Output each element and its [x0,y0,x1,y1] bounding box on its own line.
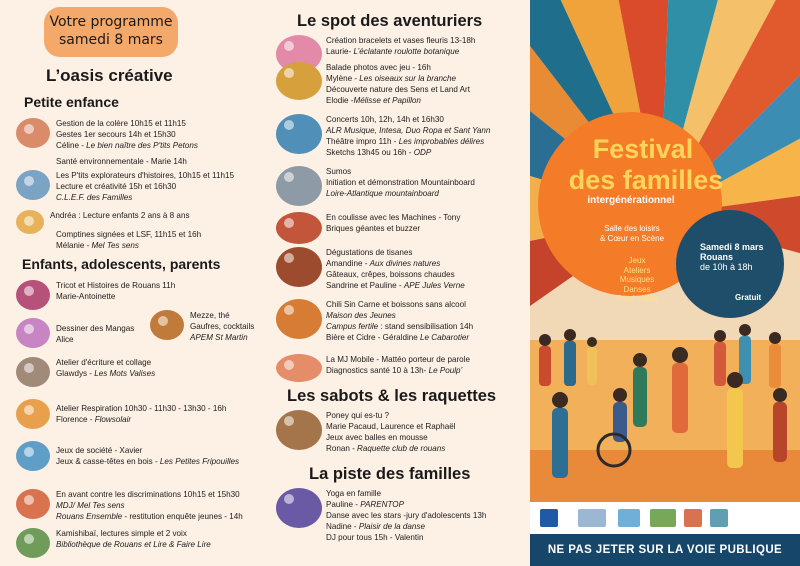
list-item [16,489,243,522]
entry-text-plain: Gaufres, cocktails [190,322,255,331]
entry-line [326,147,490,158]
entry-line [326,499,486,510]
entry-line [56,511,243,522]
entry-line [56,156,187,167]
program-badge [44,7,178,57]
entry-line [326,125,490,136]
program-badge-line1: Votre programme [49,14,173,30]
activities-list [592,256,682,304]
entry-line [190,332,254,343]
entry-text [326,354,470,376]
entry-text [326,166,475,199]
activity-label: Ateliers [623,265,651,275]
entry-line [56,403,226,414]
entry-text-italic: Flowsolair [94,415,132,424]
activity-photo [16,357,50,387]
entry-line [326,410,456,421]
entry-line [56,445,239,456]
entry-text [56,528,211,550]
entry-text-plain: Sumos [326,167,352,176]
activity-photo [16,280,50,310]
entry-line [56,334,134,345]
entry-line [190,321,254,332]
venue [582,224,682,244]
entry-text [326,299,473,343]
entry-text [326,114,490,158]
entry-text-plain: Florence - [56,415,95,424]
entry-text-plain: Mylène - [326,74,360,83]
entry-text-plain: La MJ Mobile - Mattéo porteur de parole [326,355,470,364]
entry-text-plain: - restitution enquête jeunes - 14h [122,512,243,521]
entry-line [56,229,201,240]
oasis-title: L’oasis créative [46,66,173,85]
entry-line [56,280,175,291]
entry-line [56,140,198,151]
partner-logo [710,509,728,527]
entry-text [190,310,254,343]
entry-text-plain: Bière et Cidre - Géraldine [326,333,421,342]
list-item [16,357,155,387]
entry-line [326,114,490,125]
entry-text [56,280,175,302]
entry-line [56,170,234,181]
entry-line [56,500,243,511]
entry-line [56,456,239,467]
entry-text-plain: Gestes 1er secours 14h et 15h30 [56,130,176,139]
entry-line [326,321,473,332]
entry-text-plain: Glawdys - [56,369,95,378]
entry-text-italic: Campus fertile [326,322,379,331]
entry-text-plain: Gestion de la colère 10h15 et 11h15 [56,119,186,128]
entry-line [326,35,475,46]
entry-text-italic: Plaisir de la danse [358,522,425,531]
entry-line [326,421,456,432]
list-item [150,310,254,343]
entry-text-italic: Mel Tes sens [91,241,139,250]
entry-text-italic: Le Cabarotier [420,333,470,342]
entry-line [56,129,198,140]
entry-text [56,357,155,379]
list-item [56,156,187,167]
entry-text-italic: Raquette club de rouans [357,444,446,453]
entry-text [326,488,486,543]
entry-text-plain: DJ pour tous 15h - Valentin [326,533,424,542]
entry-text-italic: C.L.E.F. des Familles [56,193,133,202]
crowd-illustration [530,300,800,510]
activity-photo [276,247,322,287]
entry-text [326,212,460,234]
middle-column [276,0,530,566]
entry-line [326,136,490,147]
partner-logo [540,509,558,527]
list-item [16,528,211,558]
activity-photo [16,170,50,200]
entry-text-plain: Découverte nature des Sens et Land Art [326,85,470,94]
entry-text [56,489,243,522]
activity-label: Musiques [619,275,655,284]
entry-text-plain: Yoga en famille [326,489,382,498]
entry-text-plain: Concerts 10h, 12h, 14h et 16h30 [326,115,444,124]
entry-line [326,62,470,73]
entry-line [326,280,465,291]
entry-line [326,365,470,376]
list-item [276,488,486,543]
activity-photo [276,114,322,154]
entry-text [56,441,239,467]
entry-text [56,399,226,425]
entry-text-italic: Maison des Jeunes [326,311,396,320]
footer-banner: NE PAS JETER SUR LA VOIE PUBLIQUE [530,534,800,566]
section-enfants-ados-parents: Enfants, adolescents, parents [22,256,221,272]
event-date: Samedi 8 mars [700,242,764,252]
activity-photo [16,399,50,429]
event-hours: de 10h à 18h [700,262,753,272]
entry-text-italic: Rouans Ensemble [56,512,123,521]
event-town: Rouans [700,252,734,262]
entry-line [326,95,470,106]
entry-text-plain: : stand sensibilisation 14h [378,322,474,331]
entry-line [326,73,470,84]
entry-text-italic: Les Petites Fripouilles [159,457,240,466]
entry-text-plain: Poney qui es-tu ? [326,411,389,420]
activity-label: Danses [623,284,651,294]
activity-photo [150,310,184,340]
entry-text-italic: Mélisse et Papillon [353,96,421,105]
entry-text-plain: Marie-Antoinette [56,292,116,301]
activity-photo [16,441,50,471]
partner-logo [684,509,702,527]
entry-text-plain: En coulisse avec les Machines - Tony [326,213,461,222]
entry-line [56,291,175,302]
entry-text-italic: Bibliothèque de Rouans et Lire & Faire Lire [56,540,211,549]
entry-line [56,181,234,192]
entry-line [56,323,134,334]
entry-line [50,210,190,221]
activity-photo [16,489,50,519]
entry-line [326,84,470,95]
partner-logo [650,509,676,527]
entry-line [56,118,198,129]
entry-text-plain: Dégustations de tisanes [326,248,413,257]
entry-line [326,354,470,365]
entry-text-italic: Le bien naître des P'tits Petons [86,141,198,150]
entry-text-italic: MDJ/ Mel Tes sens [56,501,125,510]
activity-photo [16,118,50,148]
entry-text-plain: Initiation et démonstration Mountainboard [326,178,475,187]
entry-text-plain: Atelier d'écriture et collage [56,358,152,367]
list-item [276,299,473,343]
venue-line2: & Cœur en Scène [599,234,665,243]
activity-photo [276,354,322,382]
entry-text [56,318,134,345]
list-item [276,114,490,158]
entry-line [56,539,211,550]
activity-photo [276,166,322,206]
entry-text [326,35,475,57]
festival-poster [530,0,800,566]
entry-line [326,177,475,188]
entry-text-italic: ODP [413,148,432,157]
entry-text-plain: Mélanie - [56,241,92,250]
entry-text-italic: ALR Musique, Intesa, Duo Ropa et Sant Yann [326,126,491,135]
entry-line [56,489,243,500]
venue-line1: Salle des loisirs [604,224,660,233]
entry-line [56,240,201,251]
entry-text-plain: Les P'tits explorateurs d'histoires, 10h15 et 11h15 [56,171,234,180]
entry-text-plain: Kamishibaï, lectures simple et 2 voix [56,529,187,538]
activity-photo [276,488,322,528]
list-item [276,62,470,106]
entry-text-italic: Loire-Atlantique mountainboard [326,189,439,198]
piste-familles-title: La piste des familles [309,465,471,483]
festival-title-line2: des familles [568,165,724,195]
entry-text-plain: Mezze, thé [190,311,230,320]
entry-text-plain: Elodie - [326,96,354,105]
entry-line [326,521,486,532]
entry-line [326,258,465,269]
entry-text-plain: Balade photos avec jeu - 16h [326,63,431,72]
activity-photo [16,528,50,558]
entry-line [326,46,475,57]
entry-text-plain: Sandrine et Pauline - [326,281,404,290]
list-item [16,280,175,310]
entry-text [56,229,201,251]
entry-text-plain: Tricot et Histoires de Rouans 11h [56,281,176,290]
entry-text-italic: L’éclatante roulotte botanique [353,47,460,56]
entry-text-plain: Lecture et créativité 15h et 16h30 [56,182,177,191]
entry-line [326,532,486,543]
list-item [276,410,456,454]
entry-text-plain: Andréa : Lecture enfants 2 ans à 8 ans [50,211,190,220]
entry-text-plain: Gâteaux, crêpes, boissons chaudes [326,270,455,279]
entry-text-italic: Le Poulp’ [428,366,463,375]
entry-line [56,192,234,203]
list-item [276,354,470,382]
entry-line [326,488,486,499]
entry-line [326,510,486,521]
entry-text-plain: Comptines signées et LSF, 11h15 et 16h [56,230,202,239]
entry-line [326,443,456,454]
entry-text-italic: Les oiseaux sur la branche [359,74,457,83]
program-badge-line2: samedi 8 mars [59,32,163,48]
entry-text-plain: En avant contre les discriminations 10h15 et 15h30 [56,490,240,499]
entry-line [326,299,473,310]
entry-text-plain: Chili Sin Carne et boissons sans alcool [326,300,466,309]
entry-text-plain: Atelier Respiration 10h30 - 11h30 - 13h30 - 16h [56,404,227,413]
entry-text-italic: Les improbables délires [398,137,485,146]
activity-label: Food trucks [616,294,658,303]
list-item [16,399,226,429]
entry-text [56,118,198,151]
free-label: Gratuit [735,293,762,302]
spot-aventuriers-title: Le spot des aventuriers [297,12,483,30]
entry-line [326,212,460,223]
entry-text-plain: Danse avec les stars -jury d'adolescents 13h [326,511,487,520]
entry-text-plain: Théâtre impro 11h - [326,137,399,146]
entry-text [326,410,456,454]
entry-line [326,332,473,343]
partner-logo [578,509,606,527]
entry-text-plain: Céline - [56,141,87,150]
entry-text [56,156,187,167]
entry-line [326,432,456,443]
entry-line [190,310,254,321]
activity-photo [16,210,44,234]
list-item [16,441,239,471]
activity-photo [276,62,322,100]
entry-text-plain: Création bracelets et vases fleuris 13-18h [326,36,476,45]
entry-text-italic: PARENTOP [360,500,404,509]
entry-text-plain: Alice [56,335,74,344]
left-column [0,0,276,566]
entry-line [56,357,155,368]
entry-line [326,188,475,199]
list-item [16,318,134,348]
list-item [276,212,460,244]
entry-text-italic: Les Mots Valises [94,369,156,378]
entry-line [326,310,473,321]
list-item [56,229,201,251]
activity-photo [276,212,322,244]
entry-text [326,62,470,106]
entry-text-plain: Jeux & casse-têtes en bois - [56,457,160,466]
entry-text-plain: Marie Pacaud, Laurence et Raphaël [326,422,456,431]
entry-text [326,247,465,291]
activity-photo [16,318,50,348]
entry-line [326,247,465,258]
activity-label: Jeux [628,256,646,265]
partner-logos [530,502,800,534]
entry-line [326,166,475,177]
entry-line [56,368,155,379]
entry-line [326,223,460,234]
entry-text-plain: Santé environnementale - Marie 14h [56,157,187,166]
entry-text-plain: Dessiner des Mangas [56,324,135,333]
entry-text [50,210,190,221]
entry-text-italic: Aux divines natures [369,259,441,268]
entry-text-plain: Laurie- [326,47,354,56]
festival-subtitle: intergénérationnel [587,195,675,206]
entry-text-plain: Pauline - [326,500,361,509]
entry-line [56,528,211,539]
list-item [16,170,234,203]
sabots-raquettes-title: Les sabots & les raquettes [287,387,497,405]
list-item [276,166,475,206]
entry-line [326,269,465,280]
partner-logo [618,509,640,527]
section-petite-enfance: Petite enfance [24,94,119,110]
entry-text [56,170,234,203]
entry-text-plain: Amandine - [326,259,370,268]
entry-line [56,414,226,425]
entry-text-italic: APEM St Martin [190,333,248,342]
activity-photo [276,410,322,450]
activity-photo [276,299,322,339]
list-item [16,118,198,151]
entry-text-plain: Diagnostics santé 10 à 13h- [326,366,429,375]
entry-text-plain: Ronan - [326,444,358,453]
entry-text-plain: Jeux avec balles en mousse [326,433,428,442]
date-block [700,242,764,272]
entry-text-plain: Briques géantes et buzzer [326,224,421,233]
festival-title-line1: Festival [592,134,694,164]
list-item [276,247,465,291]
entry-text-plain: Jeux de société - Xavier [56,446,143,455]
entry-text-italic: APE Jules Verne [403,281,465,290]
entry-text-plain: Nadine - [326,522,359,531]
entry-text-plain: Sketchs 13h45 ou 16h - [326,148,414,157]
